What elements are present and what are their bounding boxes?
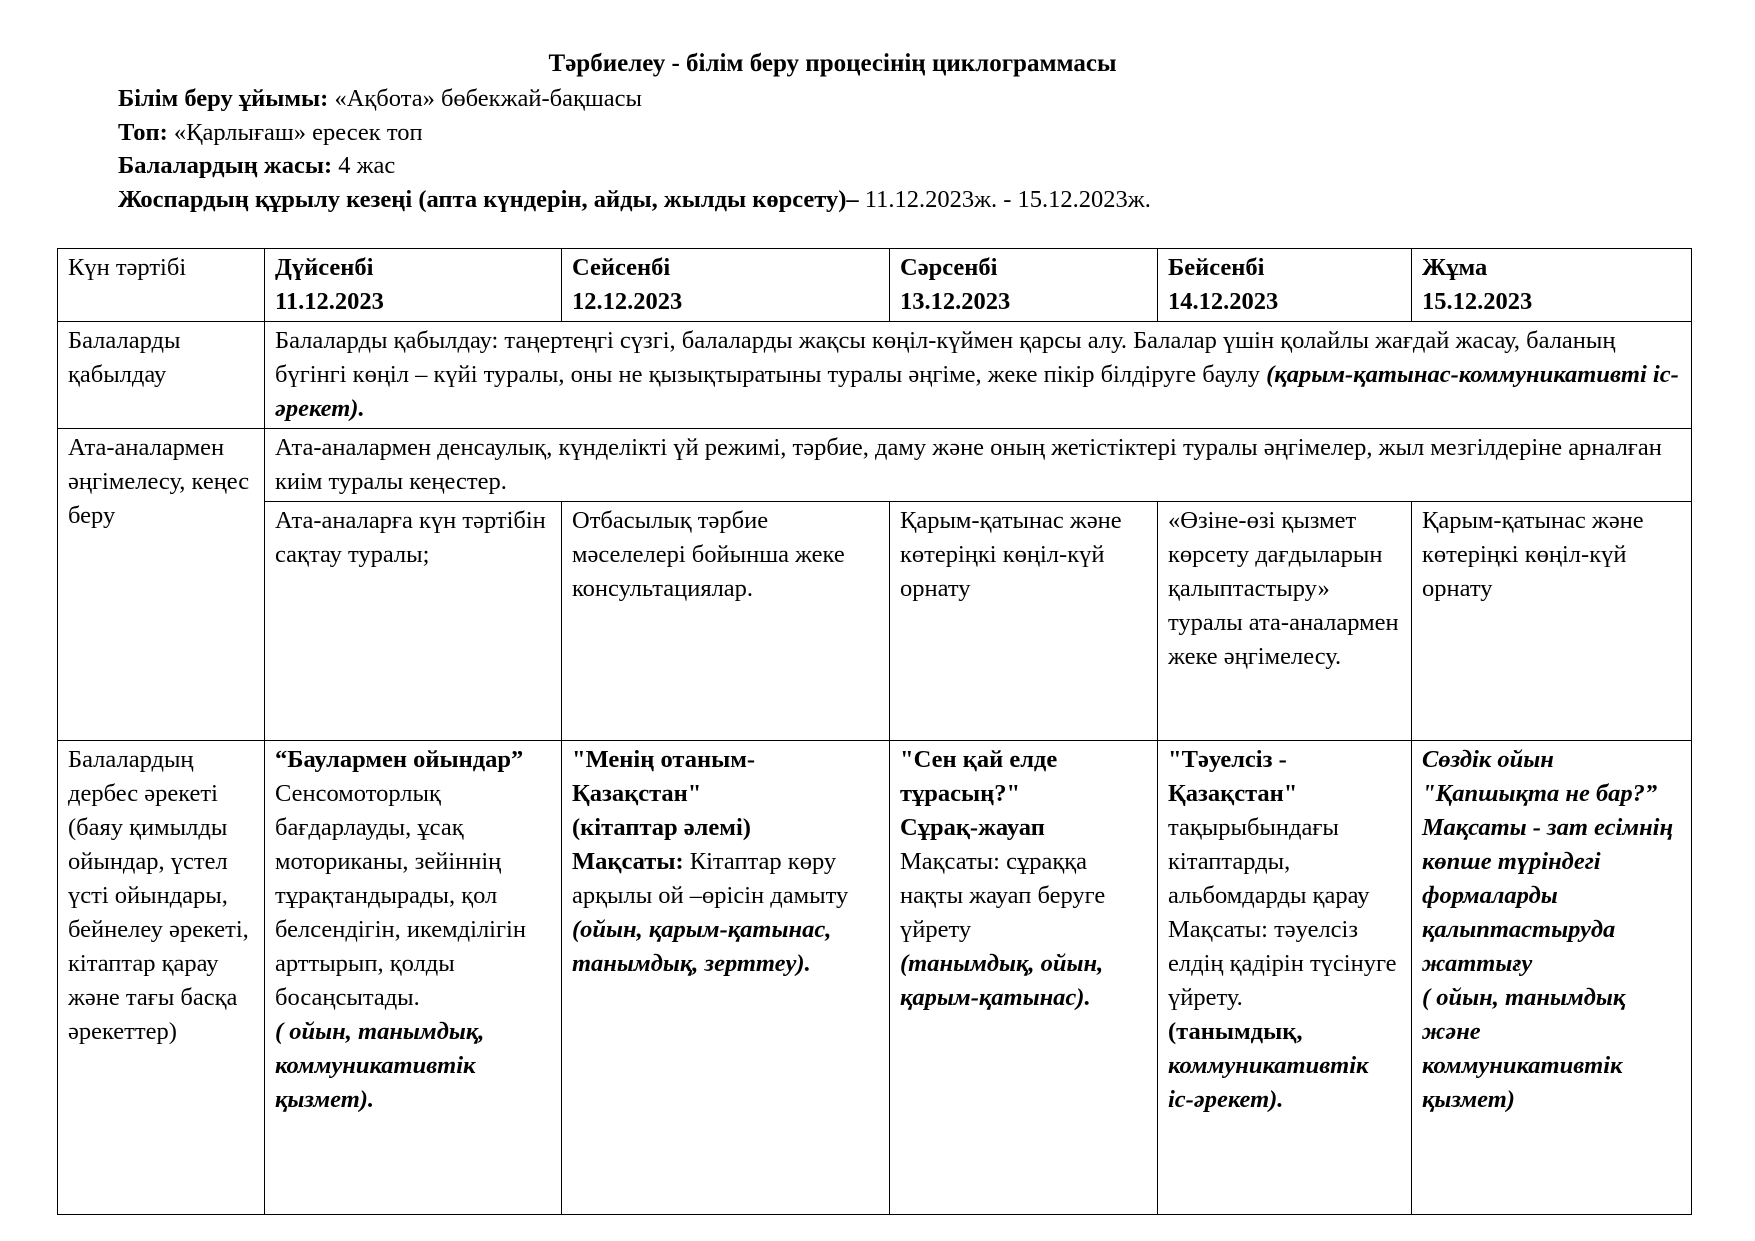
age-line [118,149,1151,183]
age-label: Балалардың жасы: [118,152,333,179]
day-name: Сейсенбі [572,254,671,281]
activity-types: (танымдық, ойын, қарым-қатынас). [900,950,1104,1011]
period-line [118,183,1151,217]
activity-row [58,741,1692,1215]
activity-wednesday [890,741,1158,1215]
header-day-friday [1412,249,1692,322]
reception-activity: (қарым-қатынас-коммуникативті іс-әрекет). [275,361,1679,422]
activity-types: ( ойын, танымдық және коммуникативтік қызмет) [1422,984,1626,1113]
group-line [118,116,1151,150]
org-line [118,82,1151,116]
activity-text: Сенсомоторлық бағдарлауды, ұсақ моториканы, зейіннің тұрақтандырады, қол белсендігін, икемділігін арттырып, қолды босаңсытады. [275,780,526,1011]
reception-text: Балаларды қабылдау: таңертеңгі сүзгі, балаларды жақсы көңіл-күймен қарсы алу. Балалар үшін қолайлы жағдай жасау, баланың бүгінгі көңіл – күйі туралы, оны не қызықтыратыны туралы әңгіме, жеке пікір білдіруге баулу [275,327,1616,388]
age-value: 4 жас [332,152,396,179]
group-value: «Қарлығаш» ересек топ [167,118,423,146]
period-value: 11.12.2023ж. - 15.12.2023ж. [858,185,1151,213]
parents-monday: Ата-аналарға күн тәртібін сақтау туралы; [265,502,562,741]
activity-thursday [1158,741,1412,1215]
day-date: 14.12.2023 [1168,288,1279,315]
document-title: Тәрбиелеу - білім беру процесінің циклограммасы [548,50,1117,77]
activity-title: Сөздік ойын "Қапшықта не бар?” [1422,746,1658,807]
day-name: Бейсенбі [1168,254,1265,281]
goal-text: Кітаптар көру арқылы ой –өрісін дамыту [572,848,849,909]
types-bold: (танымдық, [1168,1018,1303,1045]
activity-types: (ойын, қарым-қатынас, танымдық, зерттеу). [572,916,832,977]
day-name: Дүйсенбі [275,254,374,281]
parents-thursday: «Өзіне-өзі қызмет көрсету дағдыларын қалыптастыру» туралы ата-аналармен жеке әңгімелесу. [1158,502,1412,741]
period-label: Жоспардың құрылу кезеңі (апта күндерін, айды, жылды көрсету)– [118,185,859,213]
activity-tuesday [562,741,890,1215]
activity-title: "Сен қай елде тұрасың?" [900,746,1058,807]
day-date: 15.12.2023 [1422,288,1533,315]
activity-goal: Мақсаты - зат есімнің көпше түріндегі формаларды қалыптастыруда жаттығу [1422,814,1674,977]
activity-subtitle: (кітаптар әлемі) [572,814,751,841]
header-row [58,249,1692,322]
parents-general-row [58,429,1692,502]
activity-title: "Тәуелсіз - Қазақстан" [1168,746,1298,807]
goal-label: Мақсаты: [572,848,684,875]
activity-title: “Баулармен ойындар” [275,746,524,773]
cyclogram-table [57,248,1692,1215]
group-label: Топ: [118,118,168,146]
activity-friday [1412,741,1692,1215]
day-date: 11.12.2023 [275,288,384,315]
activity-goal [572,845,881,913]
parents-tuesday: Отбасылық тәрбие мәселелері бойынша жеке консультациялар. [562,502,890,741]
reception-row [58,322,1692,429]
org-label: Білім беру ұйымы: [118,85,329,112]
activity-label: Балалардың дербес әрекеті (баяу қимылды ойындар, үстел үсті ойындары, бейнелеу әрекеті, кітаптар қарау және тағы басқа әрекеттер) [58,741,265,1215]
header-day-thursday [1158,249,1412,322]
activity-text: Мақсаты: сұраққа нақты жауап беруге үйрету [900,848,1106,943]
reception-text-cell [265,322,1692,429]
header-routine: Күн тәртібі [58,249,265,322]
activity-subtitle: Сұрақ-жауап [900,814,1045,841]
types-italic: коммуникативтік іс-әрекет). [1168,1052,1369,1113]
parents-label: Ата-аналармен әңгімелесу, кеңес беру [58,429,265,741]
activity-monday [265,741,562,1215]
parents-friday: Қарым-қатынас және көтеріңкі көңіл-күй орнату [1412,502,1692,741]
day-date: 13.12.2023 [900,288,1011,315]
day-date: 12.12.2023 [572,288,683,315]
day-name: Жұма [1422,254,1488,281]
header-day-tuesday [562,249,890,322]
parents-wednesday: Қарым-қатынас және көтеріңкі көңіл-күй орнату [890,502,1158,741]
activity-types [1168,1015,1403,1117]
activity-types: ( ойын, танымдық, коммуникативтік қызмет). [275,1018,485,1113]
header-day-wednesday [890,249,1158,322]
activity-title: "Менің отаным-Қазақстан" [572,746,756,807]
parents-general: Ата-аналармен денсаулық, күнделікті үй режимі, тәрбие, даму және оның жетістіктері туралы әңгімелер, жыл мезгілдеріне арналған киім туралы кеңестер. [265,429,1692,502]
parents-days-row [58,502,1692,741]
reception-label: Балаларды қабылдау [58,322,265,429]
activity-text: тақырыбындағы кітаптарды, альбомдарды қарау Мақсаты: тәуелсіз елдің қадірін түсінуге үйрету. [1168,814,1397,1011]
header-day-monday [265,249,562,322]
org-value: «Ақбота» бөбекжай-бақшасы [328,85,642,112]
day-name: Сәрсенбі [900,254,998,281]
document-meta [118,82,1151,216]
